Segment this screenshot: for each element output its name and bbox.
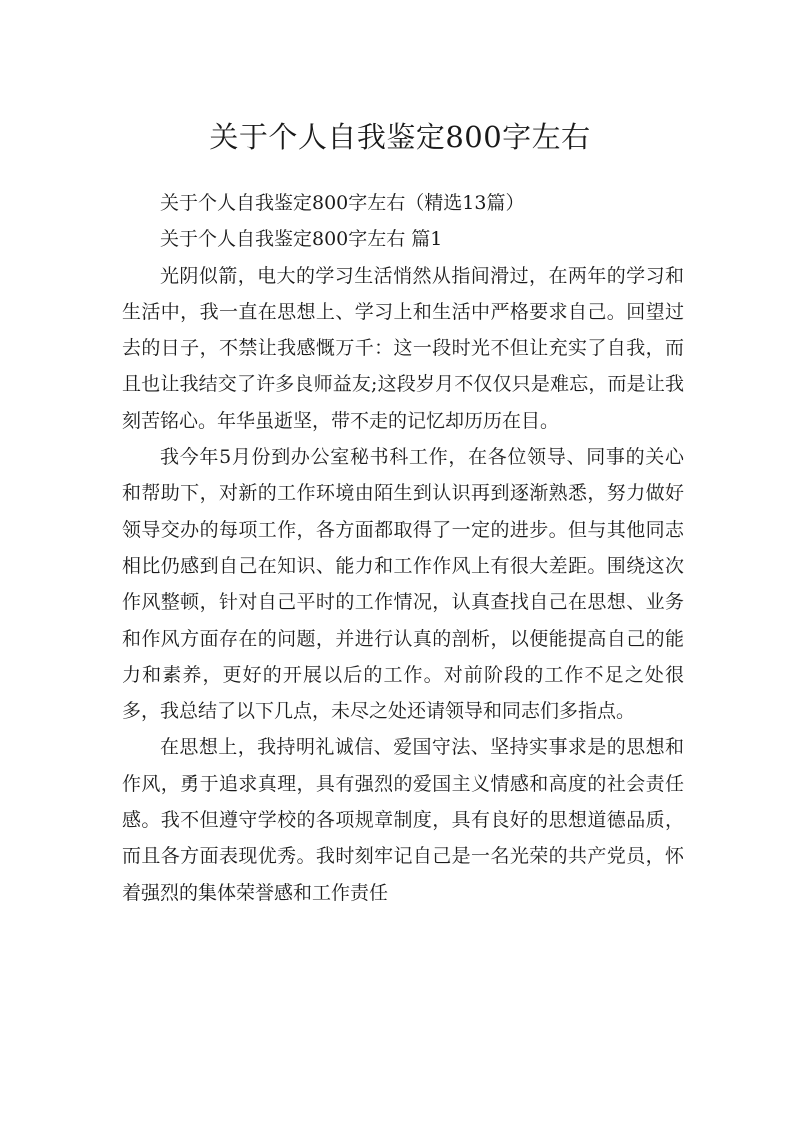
document-subtitle: 关于个人自我鉴定800字左右（精选13篇） — [160, 192, 525, 214]
document-title: 关于个人自我鉴定800字左右 — [209, 120, 591, 155]
body-paragraph: 在思想上，我持明礼诚信、爱国守法、坚持实事求是的思想和作风，勇于追求真理，具有强烈的爱国主义情感和高度的社会责任感。我不但遵守学校的各项规章制度，具有良好的思想道德品质，而且各方面表现优秀。我时刻牢记自己是一名光荣的共产党员，怀着强烈的集体荣誉感和工作责任 — [122, 736, 684, 904]
section-heading: 关于个人自我鉴定800字左右 篇1 — [160, 228, 443, 251]
body-paragraph: 光阴似箭，电大的学习生活悄然从指间滑过，在两年的学习和生活中，我一直在思想上、学习上和生活中严格要求自己。回望过去的日子，不禁让我感慨万千：这一段时光不但让充实了自我，而且也让我结交了许多良师益友;这段岁月不仅仅只是难忘，而是让我刻苦铭心。年华虽逝坚，带不走的记忆却历历在目。 — [122, 264, 684, 432]
document-body — [122, 185, 684, 911]
body-paragraph: 我今年5月份到办公室秘书科工作，在各位领导、同事的关心和帮助下，对新的工作环境由陌生到认识再到逐渐熟悉，努力做好领导交办的每项工作，各方面都取得了一定的进步。但与其他同志相比仍感到自己在知识、能力和工作作风上有很大差距。围绕这次作风整顿，针对自己平时的工作情况，认真查找自己在思想、业务和作风方面存在的问题，并进行认真的剖析，以便能提高自己的能力和素养，更好的开展以后的工作。对前阶段的工作不足之处很多，我总结了以下几点，未尽之处还请领导和同志们多指点。 — [122, 446, 684, 723]
